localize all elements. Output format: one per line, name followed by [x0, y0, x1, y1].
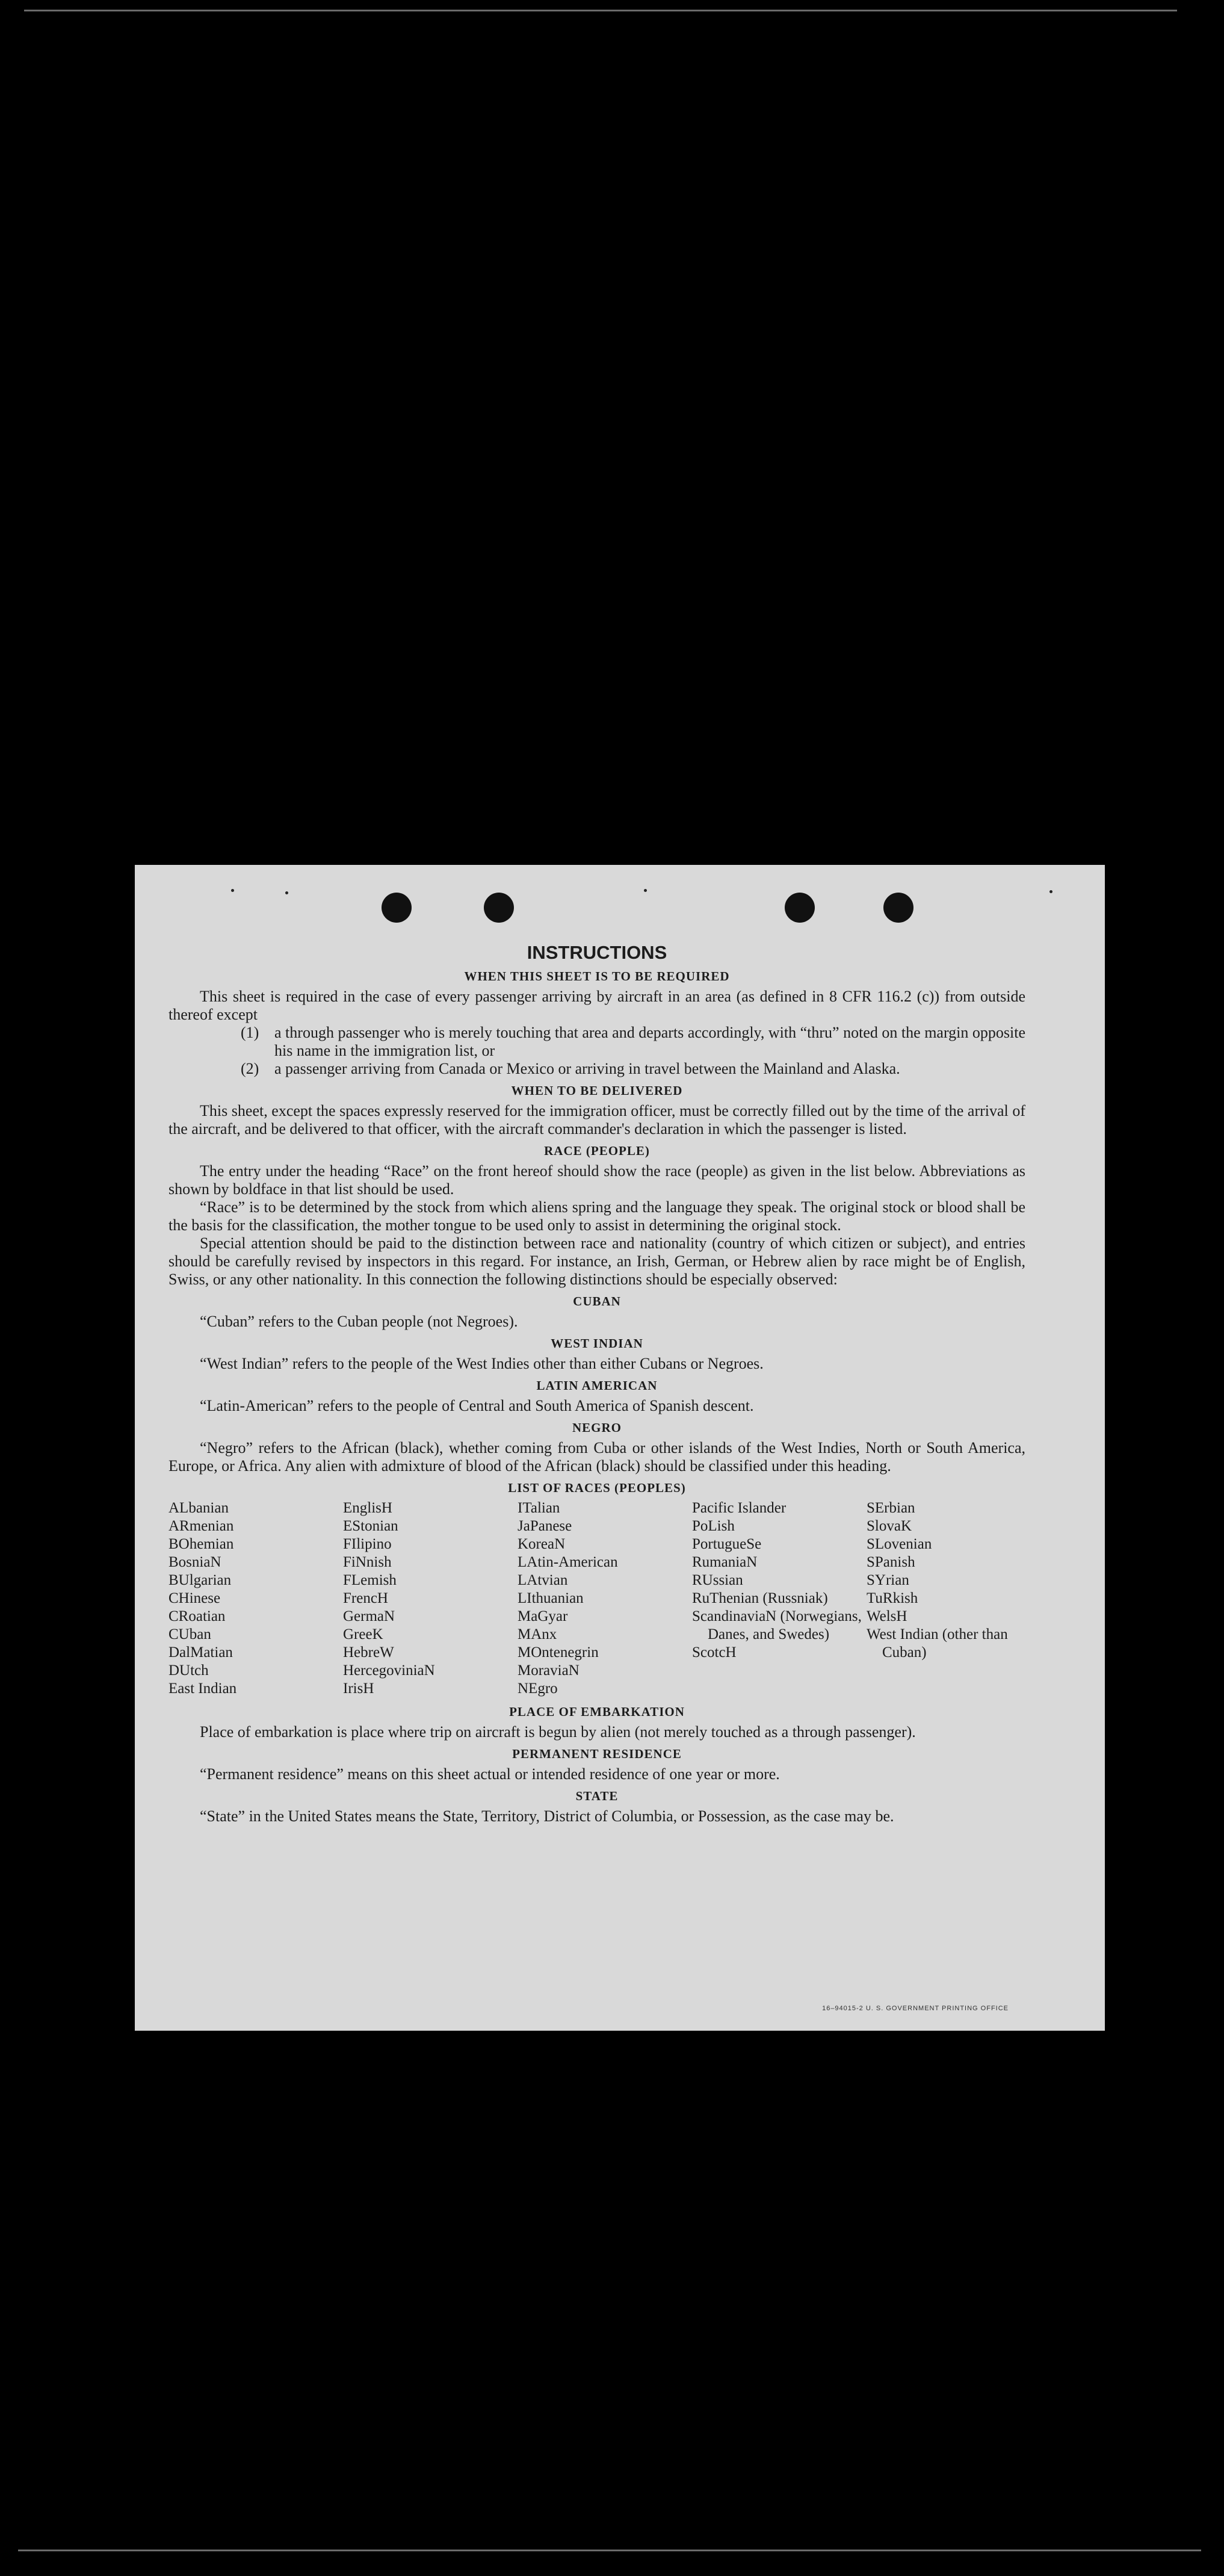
section-heading: LATIN AMERICAN [536, 1378, 658, 1393]
race-item: LAtvian [518, 1572, 568, 1588]
page-title: INSTRUCTIONS [527, 942, 667, 963]
speck [231, 889, 234, 892]
race-item: IrisH [343, 1680, 374, 1697]
race-item: West Indian (other than Cuban) [867, 1626, 1008, 1661]
bottom-rule [18, 2550, 1201, 2551]
section-heading: WHEN TO BE DELIVERED [511, 1083, 683, 1098]
race-item: SPanish [867, 1554, 915, 1570]
punch-hole [484, 893, 514, 923]
race-item: LIthuanian [518, 1590, 584, 1606]
race-item: TuRkish [867, 1590, 918, 1606]
race-item: PoLish [692, 1518, 735, 1534]
race-item: DalMatian [168, 1644, 233, 1661]
race-item: FLemish [343, 1572, 397, 1588]
speck [644, 889, 647, 892]
speck [285, 891, 288, 894]
race-item: CHinese [168, 1590, 221, 1606]
races-list [168, 1499, 1025, 1698]
race-item: LAtin-American [518, 1554, 618, 1570]
section-heading: PERMANENT RESIDENCE [512, 1747, 682, 1761]
race-item: ALbanian [168, 1500, 229, 1516]
race-item: WelsH [867, 1608, 907, 1624]
races-column [343, 1499, 518, 1698]
punch-hole [883, 893, 913, 923]
punch-hole [382, 893, 412, 923]
race-item: RuThenian (Russniak) [692, 1590, 828, 1606]
race-item: FrencH [343, 1590, 388, 1606]
paragraph: This sheet, except the spaces expressly reserved for the immigration officer, must be correctly filled out by the time of the arrival of the aircraft, and be delivered to that officer, with the aircraft commander's declaration in which the passenger is listed. [168, 1102, 1025, 1138]
section-heading: PLACE OF EMBARKATION [509, 1704, 685, 1719]
race-item: FiNnish [343, 1554, 392, 1570]
paragraph: “Race” is to be determined by the stock from which aliens spring and the language they speak. The original stock or blood shall be the basis for the classification, the mother tongue to be used only to assist in determining the original stock. [168, 1198, 1025, 1234]
race-item: BUlgarian [168, 1572, 232, 1588]
race-item: EnglisH [343, 1500, 392, 1516]
section-heading: WEST INDIAN [551, 1336, 643, 1351]
race-item: FIlipino [343, 1536, 392, 1552]
paragraph: “State” in the United States means the State, Territory, District of Columbia, or Possession, as the case may be. [200, 1807, 894, 1825]
top-rule [24, 10, 1177, 11]
race-item: HercegoviniaN [343, 1662, 435, 1679]
race-item: ScotcH [692, 1644, 737, 1661]
race-item: KoreaN [518, 1536, 566, 1552]
paragraph: This sheet is required in the case of every passenger arriving by aircraft in an area (as defined in 8 CFR 116.2 (c)) from outside thereof except [168, 988, 1025, 1023]
condition-item: (1) a through passenger who is merely touching that area and departs accordingly, with “thru” noted on the margin opposite his name in the immigration list, or [241, 1024, 1025, 1059]
races-column [692, 1499, 867, 1698]
race-item: CUban [168, 1626, 211, 1643]
section-heading: CUBAN [573, 1294, 621, 1308]
race-item: ScandinaviaN (Norwegians, Danes, and Swedes) [692, 1608, 862, 1643]
punch-hole [785, 893, 815, 923]
race-item: ARmenian [168, 1518, 234, 1534]
race-item: GreeK [343, 1626, 383, 1643]
condition-item: (2) a passenger arriving from Canada or Mexico or arriving in travel between the Mainland and Alaska. [241, 1060, 900, 1077]
paragraph: “West Indian” refers to the people of the West Indies other than either Cubans or Negroes. [200, 1355, 764, 1372]
race-item: MOntenegrin [518, 1644, 599, 1661]
paragraph: “Cuban” refers to the Cuban people (not Negroes). [200, 1313, 518, 1330]
race-item: PortugueSe [692, 1536, 762, 1552]
document-page [135, 865, 1105, 2031]
race-item: East Indian [168, 1680, 237, 1697]
paragraph: “Negro” refers to the African (black), whether coming from Cuba or other islands of the West Indies, North or South America, Europe, or Africa. Any alien with admixture of blood of the African (black) should be classified under this heading. [168, 1439, 1025, 1475]
race-item: SErbian [867, 1500, 915, 1516]
section-heading: NEGRO [572, 1420, 622, 1435]
section-heading: LIST OF RACES (PEOPLES) [508, 1481, 686, 1495]
paragraph: Special attention should be paid to the distinction between race and nationality (country of which citizen or subject), and entries should be carefully revised by inspectors in this regard. For instance, an Irish, German, or Hebrew alien by race might be of English, Swiss, or any other nationality. In this connection the following distinctions should be especially observed: [168, 1234, 1025, 1288]
race-item: RUssian [692, 1572, 743, 1588]
race-item: BOhemian [168, 1536, 234, 1552]
race-item: SlovaK [867, 1518, 912, 1534]
race-item: CRoatian [168, 1608, 226, 1624]
race-item: ITalian [518, 1500, 560, 1516]
race-item: SLovenian [867, 1536, 932, 1552]
race-item: SYrian [867, 1572, 909, 1588]
race-item: DUtch [168, 1662, 209, 1679]
race-item: Pacific Islander [692, 1500, 787, 1516]
printer-imprint: 16–94015-2 U. S. GOVERNMENT PRINTING OFFICE [822, 2005, 1009, 2012]
race-item: NEgro [518, 1680, 558, 1697]
races-column [867, 1499, 1023, 1698]
race-item: GermaN [343, 1608, 395, 1624]
section-heading: WHEN THIS SHEET IS TO BE REQUIRED [464, 969, 730, 983]
paragraph: Place of embarkation is place where trip on aircraft is begun by alien (not merely touched as a through passenger). [200, 1723, 916, 1741]
race-item: BosniaN [168, 1554, 221, 1570]
speck [1049, 890, 1052, 893]
paragraph: The entry under the heading “Race” on the front hereof should show the race (people) as given in the list below. Abbreviations as shown by boldface in that list should be used. [168, 1162, 1025, 1198]
race-item: EStonian [343, 1518, 398, 1534]
races-column [518, 1499, 692, 1698]
race-item: HebreW [343, 1644, 394, 1661]
races-column [168, 1499, 343, 1698]
paragraph: “Permanent residence” means on this sheet actual or intended residence of one year or more. [200, 1765, 780, 1783]
paragraph: “Latin-American” refers to the people of Central and South America of Spanish descent. [200, 1397, 754, 1414]
race-item: MoraviaN [518, 1662, 580, 1679]
race-item: MAnx [518, 1626, 557, 1643]
section-heading: STATE [575, 1789, 619, 1803]
section-heading: RACE (PEOPLE) [544, 1144, 650, 1158]
race-item: MaGyar [518, 1608, 568, 1624]
race-item: RumaniaN [692, 1554, 758, 1570]
race-item: JaPanese [518, 1518, 572, 1534]
